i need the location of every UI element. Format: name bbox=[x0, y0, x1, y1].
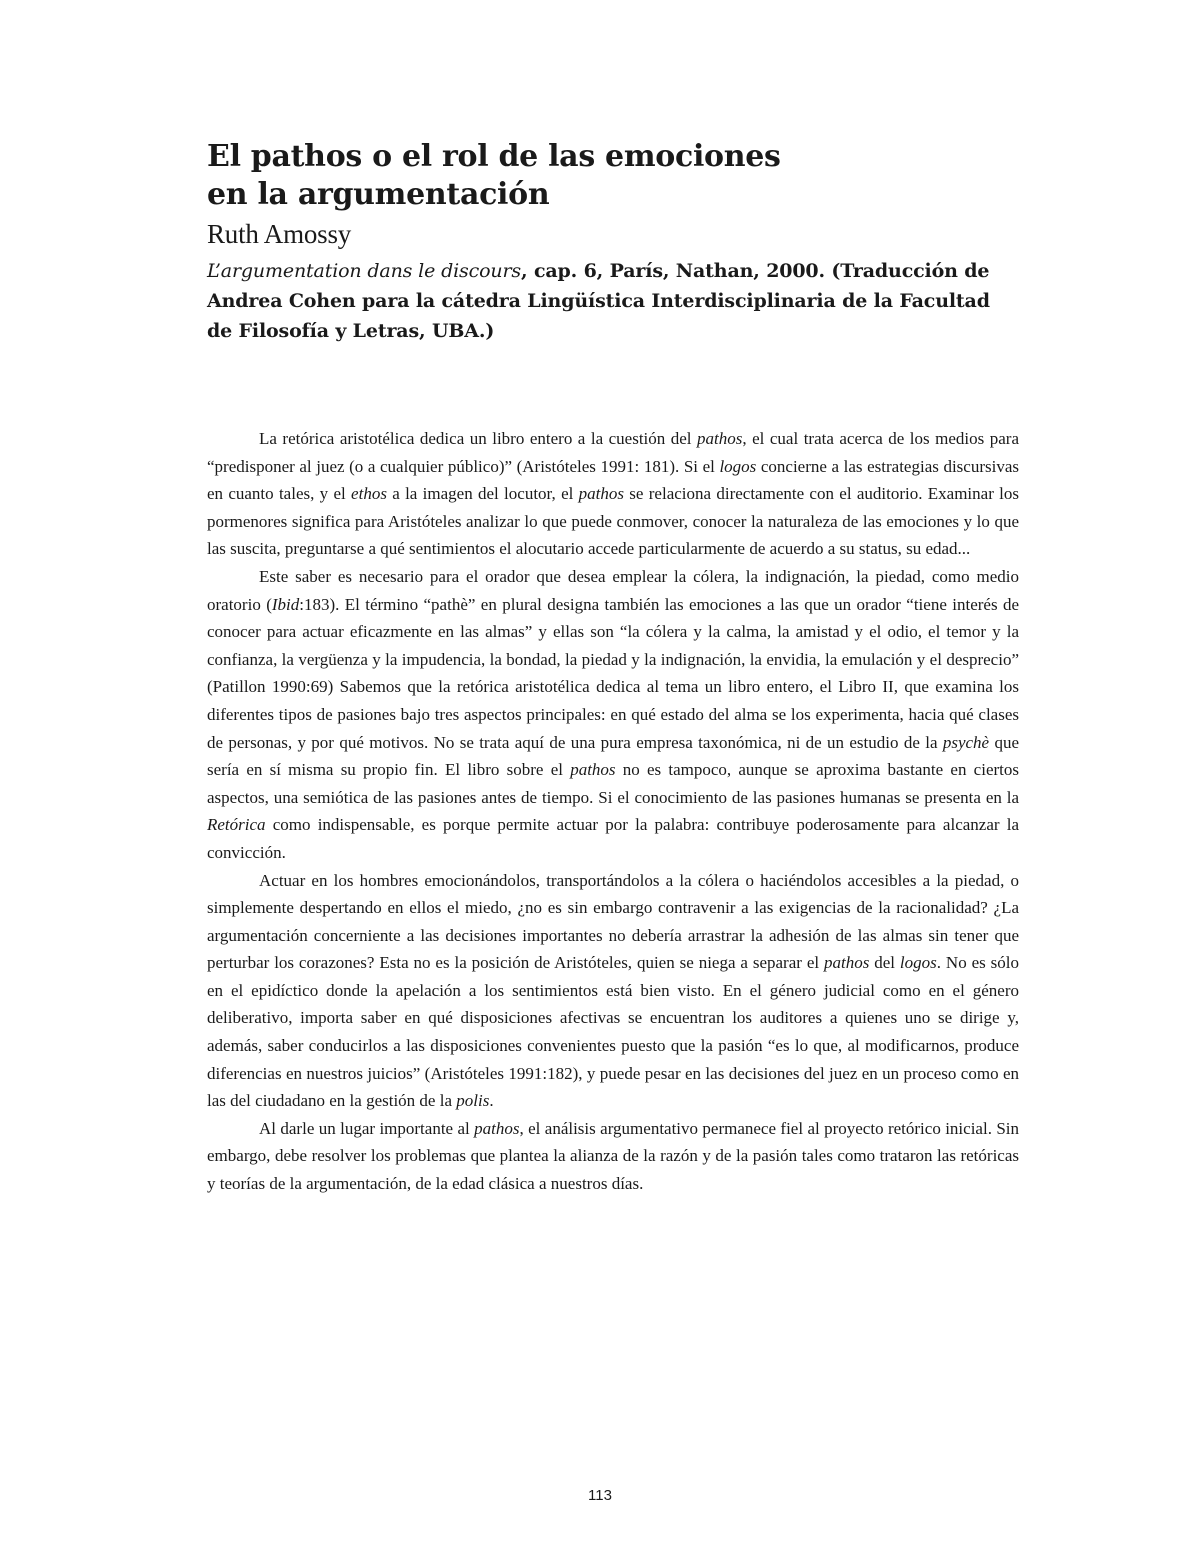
title-line-1: El pathos o el rol de las emociones bbox=[207, 139, 781, 174]
page-number: 113 bbox=[588, 1487, 612, 1504]
text-run: Este saber es necesario para el orador que desea emplear la cólera, la indignación, la piedad, como medio oratorio ( bbox=[207, 566, 1019, 614]
title-line-2: en la argumentación bbox=[207, 177, 550, 212]
text-run: Al darle un lugar importante al bbox=[259, 1118, 475, 1138]
italic-term: psychè bbox=[942, 732, 990, 752]
italic-term: logos bbox=[899, 953, 937, 973]
text-run: del bbox=[869, 953, 900, 973]
source-citation bbox=[207, 256, 1007, 346]
italic-term: pathos bbox=[824, 953, 870, 973]
paragraph-2 bbox=[207, 563, 1019, 867]
text-run: a la imagen del locutor, el bbox=[386, 484, 579, 504]
text-run: . bbox=[489, 1091, 494, 1111]
text-run: concierne a las estrategias discursivas en cuanto tales, y el bbox=[207, 456, 1019, 504]
text-run: se relaciona directamente con el auditorio. Examinar los pormenores significa para Aristóteles analizar lo que puede conmover, conocer la naturaleza de las emociones y lo que las suscita, preguntarse a qué sentimientos el alocutario accede particularmente de acuerdo a su status, su edad... bbox=[207, 484, 1019, 559]
text-run: que sería en sí misma su propio fin. El libro sobre el bbox=[207, 732, 1019, 780]
italic-term: pathos bbox=[697, 429, 743, 448]
italic-term: pathos bbox=[578, 484, 624, 504]
italic-term: ethos bbox=[351, 484, 387, 504]
text-run: , el cual trata acerca de los medios para “predisponer al juez (o a cualquier público)” (Aristóteles 1991: 181). Si el bbox=[207, 429, 1019, 476]
paragraph-3 bbox=[207, 867, 1019, 1115]
author-name: Ruth Amossy bbox=[207, 219, 352, 249]
citation-book-title: L’argumentation dans le discours bbox=[207, 260, 522, 282]
text-run: . No es sólo en el epidíctico donde la apelación a los sentimientos está bien visto. En el género judicial como en el género deliberativo, importa saber en qué disposiciones afectivas se encuentran los auditores a quienes uno se dirige y, además, saber conducirlos a las disposiciones convenientes puesto que la pasión “es lo que, al modificarnos, produce diferencias en nuestros juicios” (Aristóteles 1991:182), y puede pesar en las decisiones del juez en un proceso como en las del ciudadano en la gestión de la bbox=[207, 953, 1019, 1111]
italic-term: pathos bbox=[474, 1118, 520, 1138]
text-run: , el análisis argumentativo permanece fiel al proyecto retórico inicial. Sin embargo, debe resolver los problemas que plantea la alianza de la razón y de la pasión tales como trataron las retóricas y teorías de la argumentación, de la edad clásica a nuestros días. bbox=[207, 1118, 1020, 1194]
text-run: La retórica aristotélica dedica un libro entero a la cuestión del bbox=[259, 429, 698, 448]
italic-term: polis bbox=[456, 1091, 490, 1111]
italic-term: Ibid bbox=[271, 594, 300, 614]
paragraph-4 bbox=[207, 1115, 1019, 1198]
document-header bbox=[207, 138, 1007, 346]
italic-term: pathos bbox=[570, 760, 616, 780]
document-title bbox=[207, 138, 1007, 214]
text-run: :183). El término “pathè” en plural designa también las emociones a las que un orador “tiene interés de conocer para actuar eficazmente en las almas” y ellas son “la cólera y la calma, la amistad y el odio, el temor y la confianza, la vergüenza y la impudencia, la bondad, la piedad y la indignación, la envidia, la emulación y el desprecio” (Patillon 1990:69) Sabemos que la retórica aristotélica dedica al tema un libro entero, el Libro II, que examina los diferentes tipos de pasiones bajo tres aspectos principales: en qué estado del alma se los experimenta, hacia qué clases de personas, y por qué motivos. No se trata aquí de una pura empresa taxonómica, ni de un estudio de la bbox=[207, 594, 1019, 752]
citation-details: , cap. 6, París, Nathan, 2000. (Traducción de Andrea Cohen para la cátedra Lingüística Interdisciplinaria de la Facultad de Filosofía y Letras, UBA.) bbox=[207, 260, 990, 342]
text-run: Actuar en los hombres emocionándolos, transportándolos a la cólera o haciéndolos accesibles a la piedad, o simplemente despertando en ellos el miedo, ¿no es sin embargo contravenir a las exigencias de la racionalidad? ¿La argumentación concerniente a las decisiones importantes no debería arrastrar la adhesión de las almas sin tener que perturbar los corazones? Esta no es la posición de Aristóteles, quien se niega a separar el bbox=[207, 870, 1019, 973]
italic-term: logos bbox=[719, 456, 757, 476]
text-run: como indispensable, es porque permite actuar por la palabra: contribuye poderosamente para alcanzar la convicción. bbox=[207, 815, 1019, 862]
paragraph-1 bbox=[207, 425, 1019, 563]
article-body bbox=[207, 425, 1019, 1198]
text-run: no es tampoco, aunque se aproxima bastante en ciertos aspectos, una semiótica de las pasiones antes de tiempo. Si el conocimiento de las pasiones humanas se presenta en la bbox=[207, 760, 1019, 807]
italic-term: Retórica bbox=[207, 815, 266, 835]
